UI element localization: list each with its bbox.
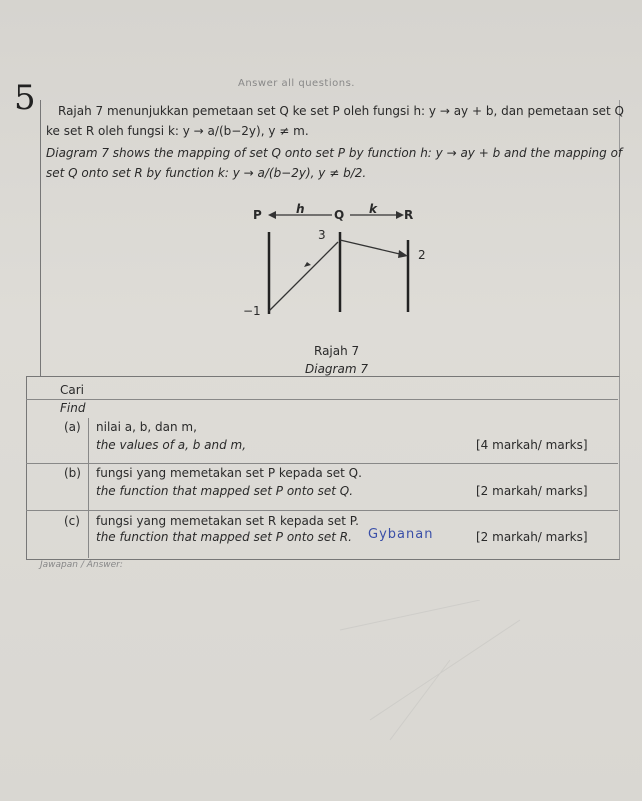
intro-bm-line2: ke set R oleh fungsi k: y → a/(b−2y), y ≠ m. bbox=[46, 124, 309, 138]
part-c-en: the function that mapped set P onto set R. bbox=[96, 530, 352, 544]
find-bm: Cari bbox=[60, 383, 84, 397]
part-c-label: (c) bbox=[64, 514, 80, 528]
intro-bm-line1: Rajah 7 menunjukkan pemetaan set Q ke set P oleh fungsi h: y → ay + b, dan pemetaan set Q bbox=[58, 104, 624, 118]
part-c-bm: fungsi yang memetakan set R kepada set P. bbox=[96, 514, 359, 528]
part-b-bm: fungsi yang memetakan set P kepada set Q. bbox=[96, 466, 362, 480]
function-h-label: h bbox=[296, 202, 305, 216]
paper-fold-marks bbox=[330, 600, 530, 750]
p-value-label: −1 bbox=[243, 304, 261, 318]
part-a-marks: [4 markah/ marks] bbox=[476, 438, 588, 452]
r-value-label: 2 bbox=[418, 248, 426, 262]
part-b-label: (b) bbox=[64, 466, 81, 480]
part-a-bm: nilai a, b, dan m, bbox=[96, 420, 197, 434]
q-value-label: 3 bbox=[318, 228, 326, 242]
set-p-label: P bbox=[253, 208, 262, 222]
question-box-top bbox=[40, 100, 623, 376]
set-q-label: Q bbox=[334, 208, 345, 222]
divider-b bbox=[26, 510, 618, 511]
function-k-label: k bbox=[369, 202, 377, 216]
caption-en: Diagram 7 bbox=[305, 362, 368, 376]
intro-en-line2: set Q onto set R by function k: y → a/(b−2y), y ≠ b/2. bbox=[46, 166, 367, 180]
question-number: 5 bbox=[14, 78, 36, 118]
intro-en-line1: Diagram 7 shows the mapping of set Q onto set P by function h: y → ay + b and the mapping of bbox=[46, 146, 623, 160]
part-c-marks: [2 markah/ marks] bbox=[476, 530, 588, 544]
handwritten-note: Gybanan bbox=[368, 527, 434, 542]
divider-find bbox=[26, 399, 618, 400]
set-r-label: R bbox=[404, 208, 414, 222]
part-b-marks: [2 markah/ marks] bbox=[476, 484, 588, 498]
answer-label-cut: Jawapan / Answer: bbox=[40, 560, 123, 570]
part-a-en: the values of a, b and m, bbox=[96, 438, 247, 452]
part-b-en: the function that mapped set P onto set Q. bbox=[96, 484, 354, 498]
faint-header-text: Answer all questions. bbox=[238, 78, 355, 89]
divider-a bbox=[26, 463, 618, 464]
label-column-divider bbox=[88, 418, 89, 558]
caption-bm: Rajah 7 bbox=[314, 344, 360, 358]
part-a-label: (a) bbox=[64, 420, 81, 434]
find-en: Find bbox=[60, 401, 86, 415]
